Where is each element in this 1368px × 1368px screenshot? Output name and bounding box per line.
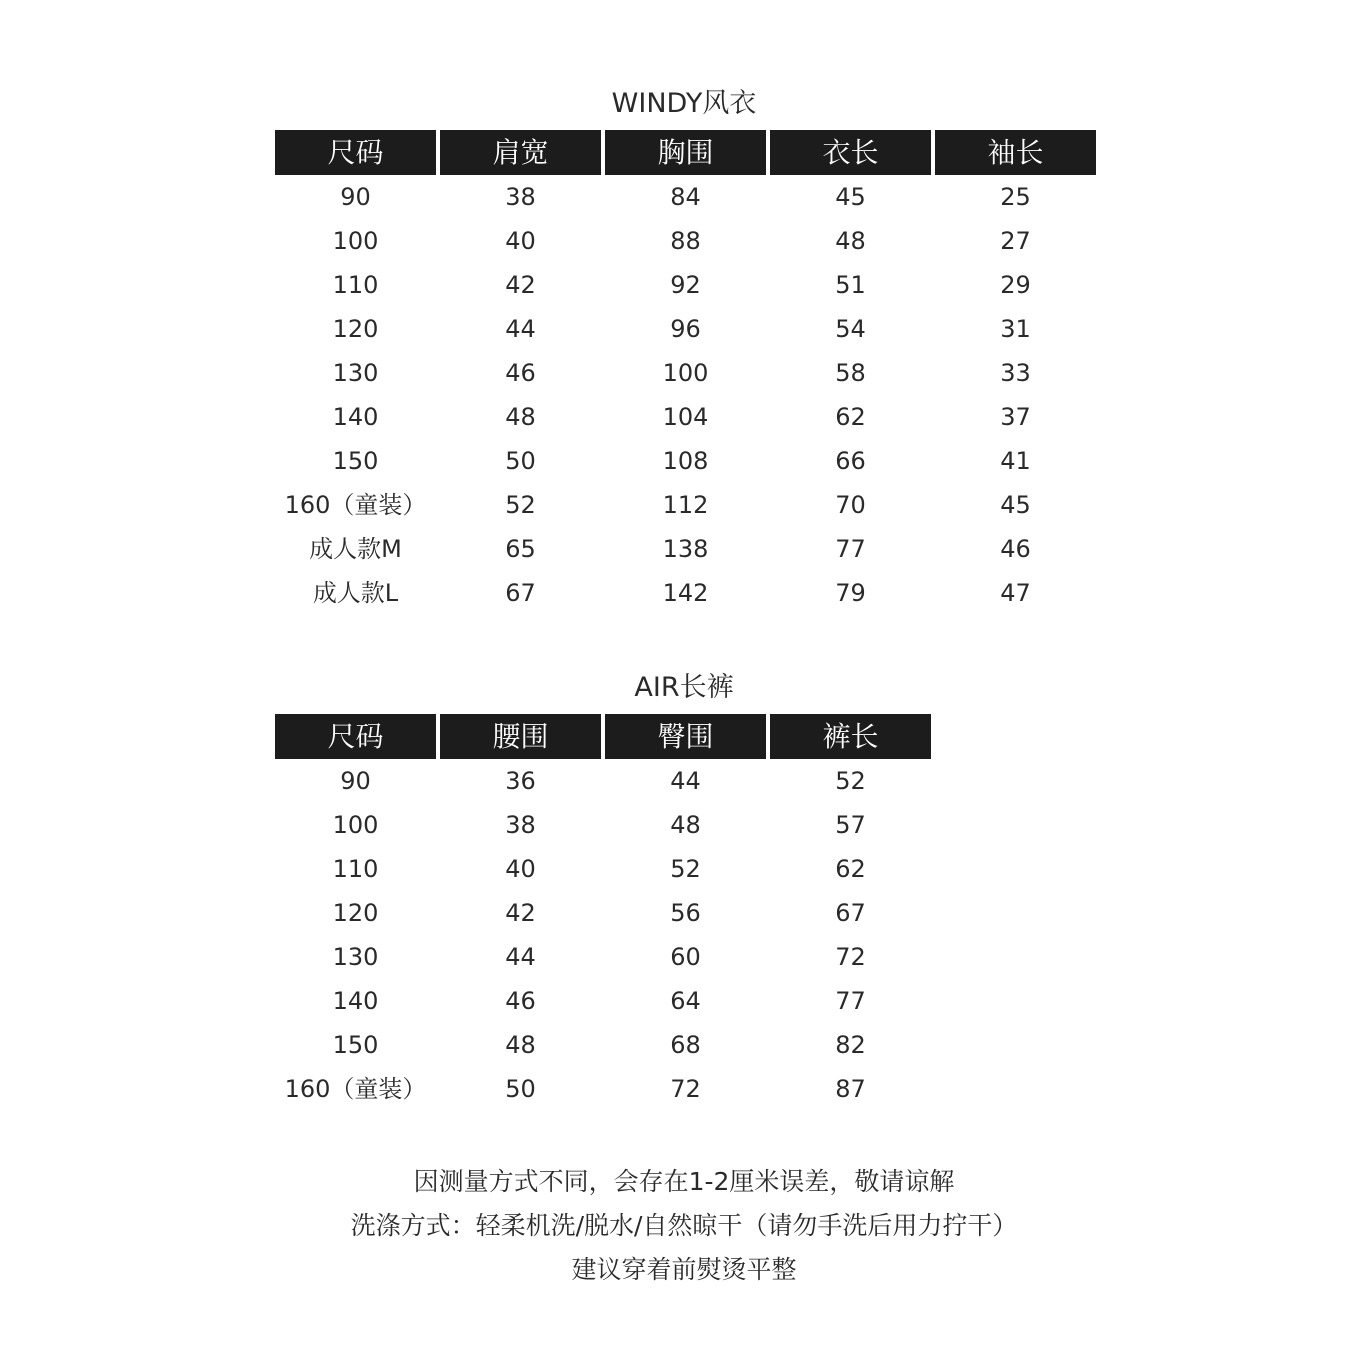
windy-header-length: 衣长 [770, 130, 931, 175]
air-header-size: 尺码 [275, 714, 436, 759]
hip-cell: 52 [670, 855, 701, 883]
sleeve-cell: 37 [1000, 403, 1031, 431]
waist-cell: 42 [505, 899, 536, 927]
chest-cell: 104 [662, 403, 709, 431]
air-header-hip: 臀围 [605, 714, 766, 759]
size-cell: 120 [332, 899, 379, 927]
chest-cell: 100 [662, 359, 709, 387]
shoulder-cell: 44 [505, 315, 536, 343]
chest-cell: 112 [662, 491, 709, 519]
size-cell: 100 [332, 227, 379, 255]
size-cell: 160（童装） [284, 1075, 427, 1103]
length-cell: 45 [835, 183, 866, 211]
size-cell: 120 [332, 315, 379, 343]
chest-cell: 96 [670, 315, 701, 343]
pant-length-cell: 67 [835, 899, 866, 927]
sleeve-cell: 45 [1000, 491, 1031, 519]
waist-cell: 40 [505, 855, 536, 883]
waist-cell: 38 [505, 811, 536, 839]
waist-cell: 44 [505, 943, 536, 971]
size-cell: 成人款L [312, 579, 399, 607]
hip-cell: 64 [670, 987, 701, 1015]
sleeve-cell: 29 [1000, 271, 1031, 299]
sleeve-cell: 47 [1000, 579, 1031, 607]
care-notes [0, 1160, 1368, 1292]
washing-note: 洗涤方式：轻柔机洗/脱水/自然晾干（请勿手洗后用力拧干） [350, 1211, 1018, 1240]
waist-cell: 50 [505, 1075, 536, 1103]
sleeve-cell: 31 [1000, 315, 1031, 343]
windy-header-shoulder: 肩宽 [440, 130, 601, 175]
length-cell: 51 [835, 271, 866, 299]
pant-length-cell: 57 [835, 811, 866, 839]
shoulder-cell: 67 [505, 579, 536, 607]
chest-cell: 92 [670, 271, 701, 299]
sleeve-cell: 33 [1000, 359, 1031, 387]
shoulder-cell: 50 [505, 447, 536, 475]
length-cell: 79 [835, 579, 866, 607]
chest-cell: 138 [662, 535, 709, 563]
chest-cell: 108 [662, 447, 709, 475]
size-cell: 90 [340, 183, 371, 211]
size-cell: 150 [332, 1031, 379, 1059]
chest-cell: 84 [670, 183, 701, 211]
size-cell: 110 [332, 271, 379, 299]
windy-header-size: 尺码 [275, 130, 436, 175]
size-cell: 140 [332, 403, 379, 431]
sleeve-cell: 46 [1000, 535, 1031, 563]
air-header-waist: 腰围 [440, 714, 601, 759]
size-cell: 150 [332, 447, 379, 475]
length-cell: 66 [835, 447, 866, 475]
chest-cell: 142 [662, 579, 709, 607]
air-table-title: AIR长裤 [634, 672, 734, 703]
shoulder-cell: 48 [505, 403, 536, 431]
size-cell: 160（童装） [284, 491, 427, 519]
sleeve-cell: 25 [1000, 183, 1031, 211]
length-cell: 77 [835, 535, 866, 563]
length-cell: 70 [835, 491, 866, 519]
measurement-note: 因测量方式不同，会存在1-2厘米误差，敬请谅解 [413, 1167, 955, 1196]
pant-length-cell: 87 [835, 1075, 866, 1103]
windy-table-title: WINDY风衣 [611, 88, 757, 119]
length-cell: 48 [835, 227, 866, 255]
shoulder-cell: 65 [505, 535, 536, 563]
pant-length-cell: 62 [835, 855, 866, 883]
size-cell: 110 [332, 855, 379, 883]
length-cell: 58 [835, 359, 866, 387]
shoulder-cell: 52 [505, 491, 536, 519]
shoulder-cell: 38 [505, 183, 536, 211]
windy-header-chest: 胸围 [605, 130, 766, 175]
size-cell: 130 [332, 943, 379, 971]
shoulder-cell: 42 [505, 271, 536, 299]
hip-cell: 44 [670, 767, 701, 795]
hip-cell: 60 [670, 943, 701, 971]
windy-header-sleeve: 袖长 [935, 130, 1096, 175]
size-cell: 90 [340, 767, 371, 795]
size-cell: 140 [332, 987, 379, 1015]
waist-cell: 48 [505, 1031, 536, 1059]
chest-cell: 88 [670, 227, 701, 255]
hip-cell: 72 [670, 1075, 701, 1103]
hip-cell: 48 [670, 811, 701, 839]
hip-cell: 68 [670, 1031, 701, 1059]
size-cell: 成人款M [309, 535, 402, 563]
size-cell: 100 [332, 811, 379, 839]
sleeve-cell: 41 [1000, 447, 1031, 475]
pant-length-cell: 77 [835, 987, 866, 1015]
sleeve-cell: 27 [1000, 227, 1031, 255]
pant-length-cell: 52 [835, 767, 866, 795]
pant-length-cell: 82 [835, 1031, 866, 1059]
air-header-pant-length: 裤长 [770, 714, 931, 759]
shoulder-cell: 46 [505, 359, 536, 387]
length-cell: 54 [835, 315, 866, 343]
hip-cell: 56 [670, 899, 701, 927]
length-cell: 62 [835, 403, 866, 431]
shoulder-cell: 40 [505, 227, 536, 255]
pant-length-cell: 72 [835, 943, 866, 971]
ironing-note: 建议穿着前熨烫平整 [571, 1255, 797, 1284]
waist-cell: 36 [505, 767, 536, 795]
size-cell: 130 [332, 359, 379, 387]
waist-cell: 46 [505, 987, 536, 1015]
